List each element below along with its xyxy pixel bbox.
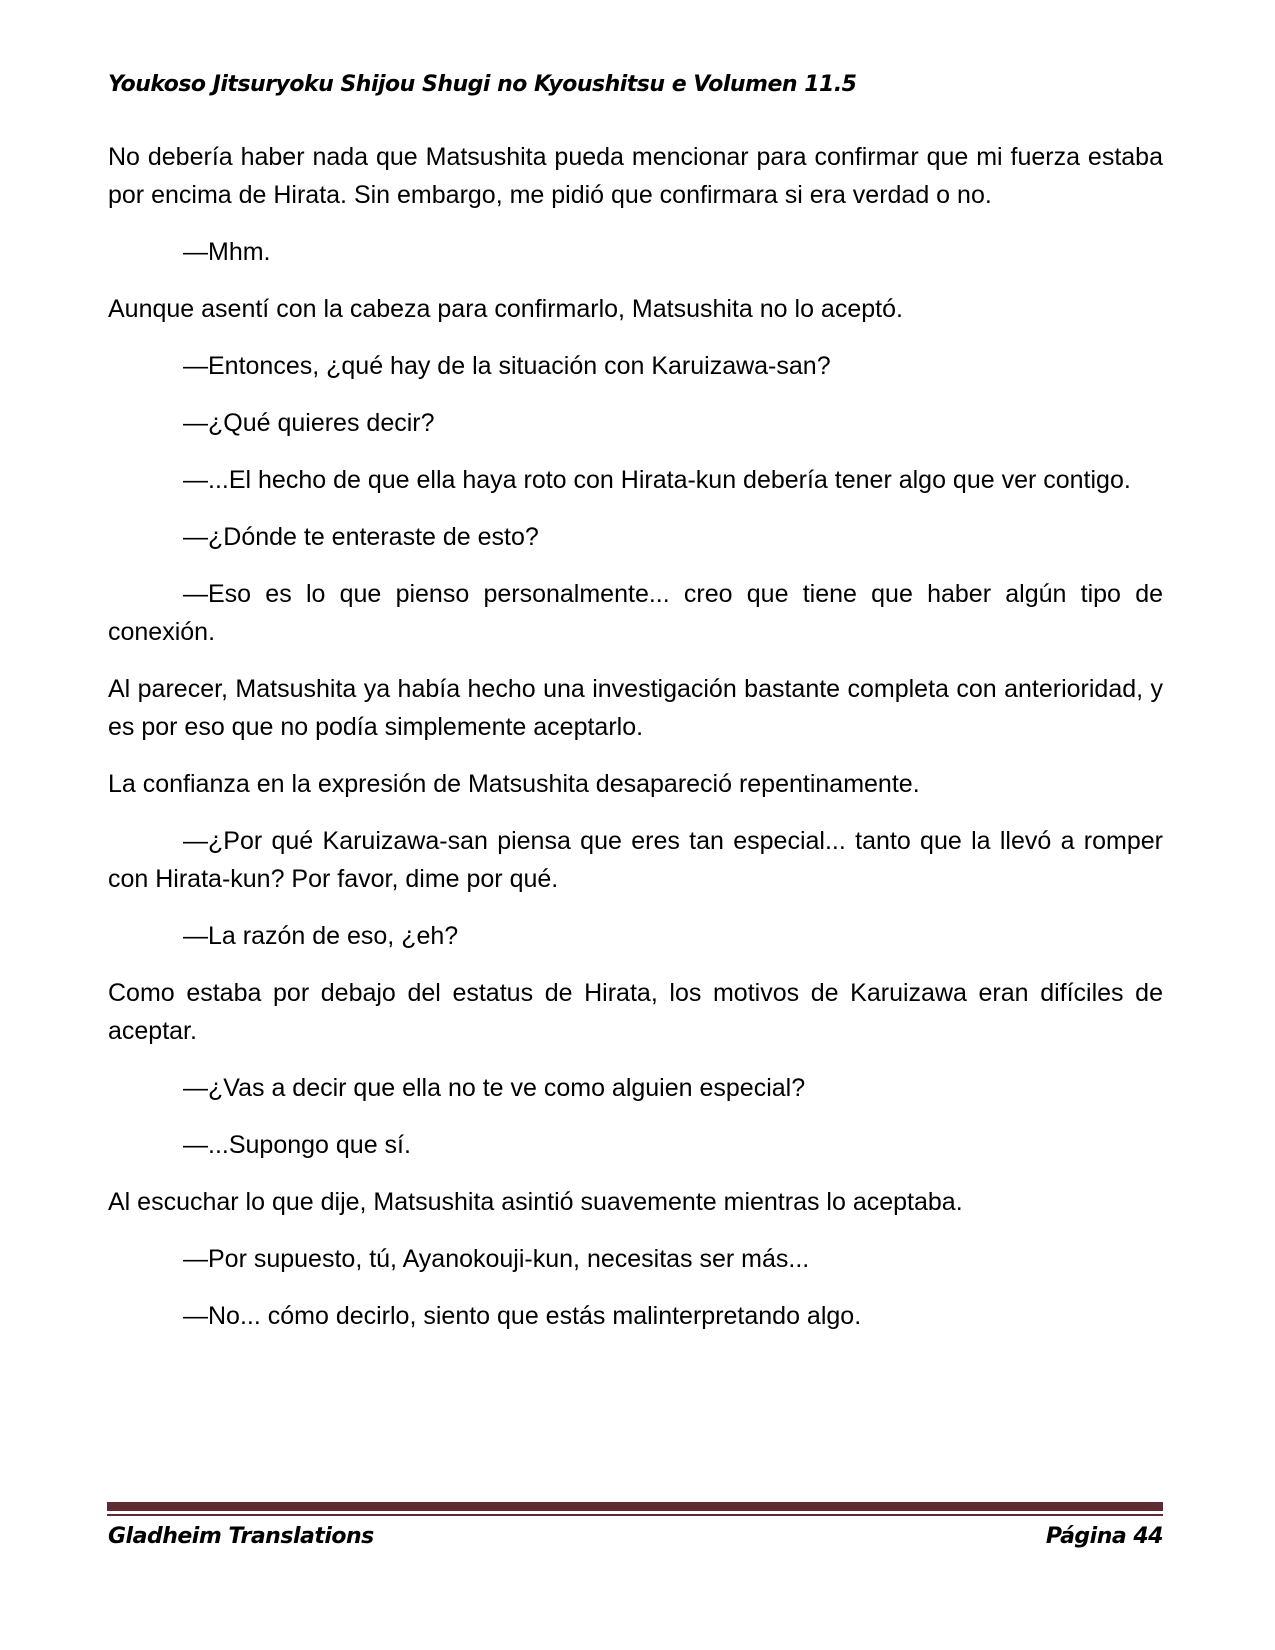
paragraph: —¿Qué quieres decir? — [183, 409, 435, 437]
paragraph: La confianza en la expresión de Matsushita desapareció repentinamente. — [108, 770, 920, 798]
paragraph: —¿Dónde te enteraste de esto? — [183, 523, 539, 551]
paragraph: —Eso es lo que pienso personalmente... creo que tiene que haber algún tipo de conexión. — [108, 580, 1163, 646]
paragraph: Como estaba por debajo del estatus de Hirata, los motivos de Karuizawa eran difíciles de aceptar. — [108, 979, 1163, 1045]
footer-page-number: Página 44 — [1045, 1524, 1163, 1549]
footer-divider-thin-line — [107, 1514, 1163, 1516]
paragraph: —Entonces, ¿qué hay de la situación con Karuizawa-san? — [183, 352, 831, 380]
paragraph: —Por supuesto, tú, Ayanokouji-kun, necesitas ser más... — [183, 1245, 810, 1273]
paragraph: No debería haber nada que Matsushita pueda mencionar para confirmar que mi fuerza estaba por encima de Hirata. Sin embargo, me pidió que confirmara si era verdad o no. — [108, 143, 1163, 209]
page-header-title: Youkoso Jitsuryoku Shijou Shugi no Kyoushitsu e Volumen 11.5 — [108, 72, 857, 97]
page-body — [108, 138, 1163, 1354]
page-footer — [108, 1524, 1163, 1549]
paragraph: —No... cómo decirlo, siento que estás malinterpretando algo. — [183, 1302, 862, 1330]
paragraph: —¿Por qué Karuizawa-san piensa que eres tan especial... tanto que la llevó a romper con Hirata-kun? Por favor, dime por qué. — [108, 827, 1163, 893]
paragraph: —¿Vas a decir que ella no te ve como alguien especial? — [183, 1074, 806, 1102]
footer-translator-credit: Gladheim Translations — [108, 1524, 374, 1549]
paragraph: —La razón de eso, ¿eh? — [183, 922, 459, 950]
paragraph: —...Supongo que sí. — [183, 1131, 411, 1159]
paragraph: Al escuchar lo que dije, Matsushita asintió suavemente mientras lo aceptaba. — [108, 1188, 963, 1216]
paragraph: —...El hecho de que ella haya roto con Hirata-kun debería tener algo que ver contigo. — [183, 466, 1131, 494]
paragraph: Al parecer, Matsushita ya había hecho una investigación bastante completa con anterioridad, y es por eso que no podía simplemente aceptarlo. — [108, 675, 1163, 741]
paragraph: —Mhm. — [183, 238, 271, 266]
paragraph: Aunque asentí con la cabeza para confirmarlo, Matsushita no lo aceptó. — [108, 295, 903, 323]
footer-divider-thick-line — [107, 1502, 1163, 1511]
footer-divider — [107, 1502, 1163, 1518]
